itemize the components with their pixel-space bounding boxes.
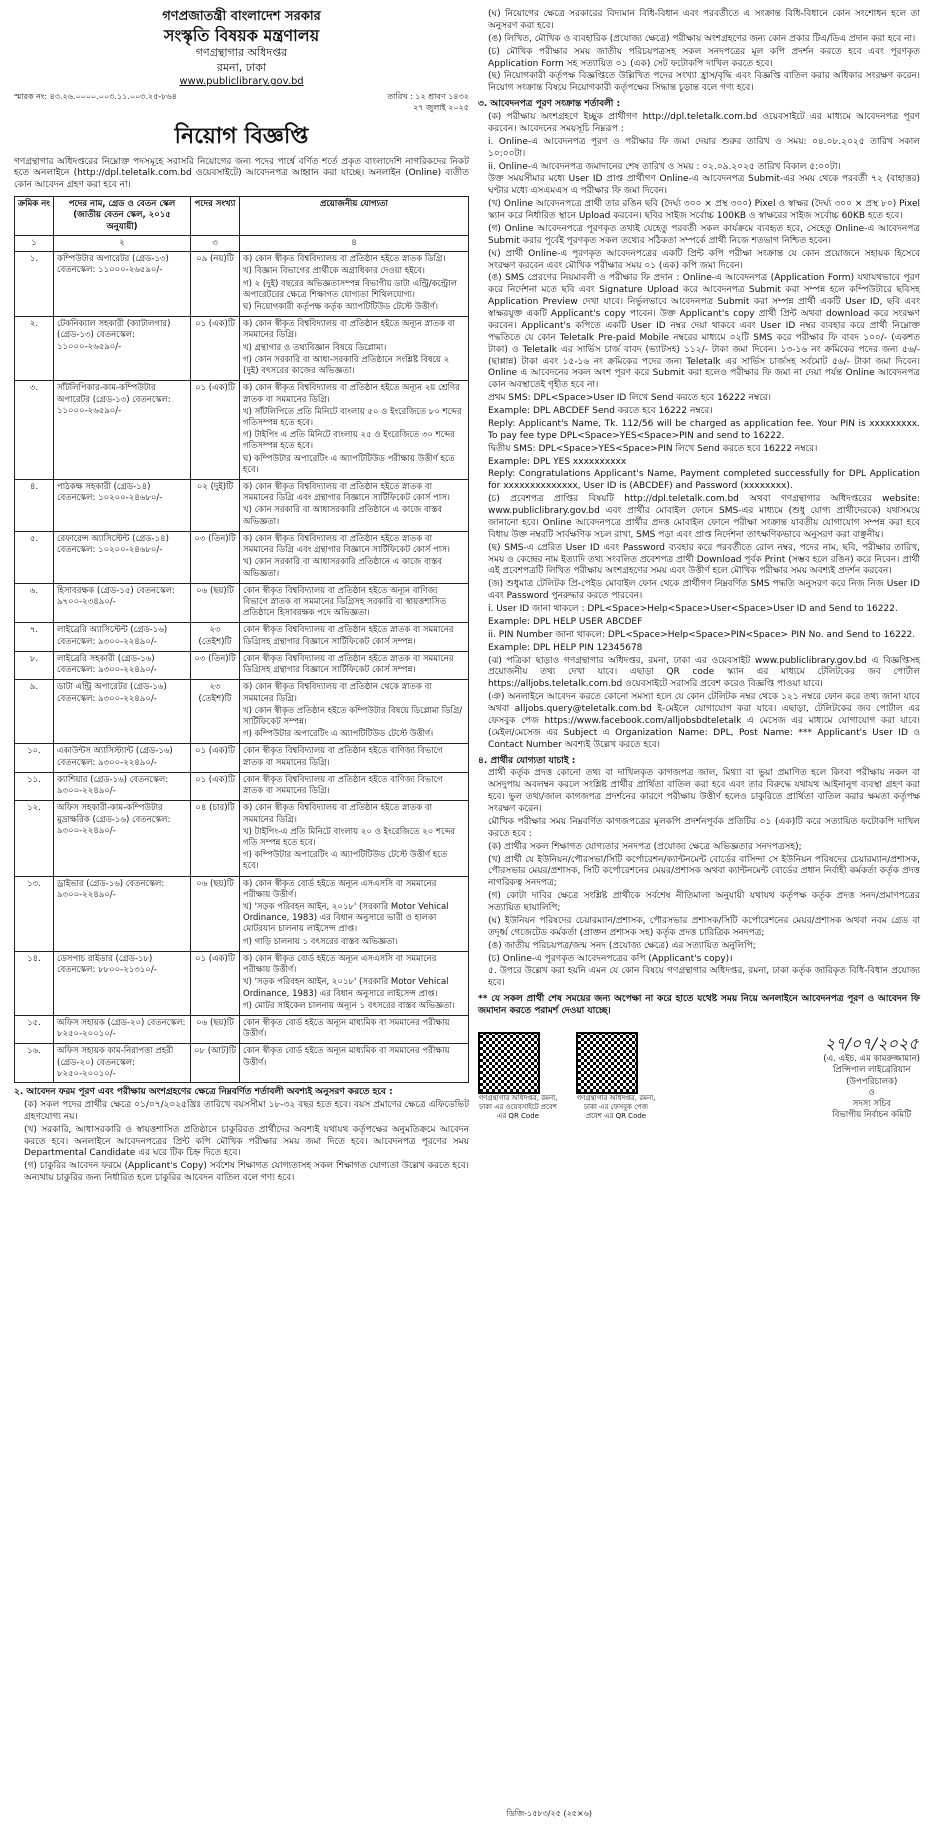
serial-cell: ৬.	[15, 583, 54, 623]
index-cell: ২	[54, 235, 191, 251]
gov-name: গণপ্রজাতন্ত্রী বাংলাদেশ সরকার	[162, 9, 321, 24]
post-cell: অফিস সহকারী-কাম-কম্পিউটার মুদ্রাক্ষরিক (গ্রেড-১৬) বেতনস্কেল: ৯৩০০-২২৪৯০/-	[54, 801, 191, 876]
qualification-line: খ) সাঁটলিপিতে প্রতি মিনিটে বাংলায় ৫০ ও ইংরেজিতে ৮০ শব্দের গতিসম্পন্ন হতে হবে।	[243, 406, 462, 428]
table-row	[15, 801, 469, 876]
count-cell: ০১ (এক)টি	[191, 381, 240, 480]
post-cell: হিসাবরক্ষক (গ্রেড-১৫) বেতনস্কেল: ৯৭০০-২৩৪৯০/-	[54, 583, 191, 623]
table-row	[15, 951, 469, 1015]
column-header: পদের নাম, গ্রেড ও বেতন স্কেল (জাতীয় বেতন স্কেল, ২০১৫ অনুযায়ী)	[54, 197, 191, 236]
application-rule-item: ii. PIN Number জানা থাকলে: DPL<Space>Help<Space>PIN<Space> PIN No. and Send to 16222.	[488, 629, 916, 640]
count-cell: ০৩ (তিন)টি	[191, 651, 240, 679]
application-rule-item: (ঝ) পত্রিকা ছাড়াও গণগ্রন্থাগার অধিদপ্তর, রমনা, ঢাকা এর ওয়েবসাইট www.publiclibrary.gov.bd এ বিজ্ঞপ্তিসহ প্রয়োজনীয় তথ্য দেখা যাবে। এছাড়া QR code স্ক্যান এর মাধ্যমে টেলিটকের জব পোর্টাল https://alljobs.teletalk.com.bd ওয়েবসাইটে সরাসরি প্রবেশ করেও বিজ্ঞপ্তি পাওয়া যাবে।	[488, 655, 920, 690]
rule-item: (ক) সকল পদের প্রার্থীর ক্ষেত্রে ০১/০৭/২০২৫খ্রিঃ তারিখে বয়সসীমা ১৮-৩২ বছর হতে হবে। বয়স প্রমাণের ক্ষেত্রে এফিডেভিট গ্রহণযোগ্য নয়।	[24, 1099, 469, 1122]
table-row	[15, 623, 469, 651]
rule-item: (ছ) নিয়োগকারী কর্তৃপক্ষ বিজ্ঞপ্তিতে উল্লিখিত পদের সংখ্যা হ্রাস/বৃদ্ধি এবং বিজ্ঞপ্তি বাতিল করার অধিকার সংরক্ষণ করেন। নিয়োগ সংক্রান্ত বিষয়ে নিয়োগকারী কর্তৃপক্ষের সিদ্ধান্ত চূড়ান্ত বলে গণ্য হবে।	[488, 71, 920, 94]
post-cell: কম্পিউটার অপারেটর (গ্রেড-১৩) বেতনস্কেল: ১১০০০-২৬৫৯০/-	[54, 252, 191, 317]
count-cell: ০২ (দুই)টি	[191, 480, 240, 532]
qualification-line: ঘ) কম্পিউটার অপারেটিং এ অ্যাপটিটিউড পরীক্ষায় উত্তীর্ণ হতে হবে।	[243, 453, 455, 475]
serial-cell: ৪.	[15, 480, 54, 532]
qualification-cell	[240, 876, 469, 951]
post-cell: ড্রাইভার (গ্রেড-১৬) বেতনস্কেল: ৯৩০০-২২৪৯০/-	[54, 876, 191, 951]
department-name: গণগ্রন্থাগার অধিদপ্তর	[195, 46, 288, 60]
post-cell: সাঁটলিপিকার-কাম-কম্পিউটার অপারেটর (গ্রেড-১৩) বেতনস্কেল: ১১০০০-২৬৫৯০/-	[54, 381, 191, 480]
advice-note: ** যে সকল প্রার্থী শেষ সময়ের জন্য অপেক্ষা না করে হাতে যথেষ্ট সময় নিয়ে অনলাইনে আবেদনপত্র পূরণ ও আবেদন ফি জমাদান করতে পরামর্শ দেওয়া যাচ্ছে।	[478, 994, 920, 1016]
ministry-name: সংস্কৃতি বিষয়ক মন্ত্রণালয়	[163, 26, 320, 46]
application-rule-item: i. User ID জানা থাকলে : DPL<Space>Help<Space>User<Space>User ID and Send to 16222.	[488, 604, 898, 614]
qualification-cell	[240, 531, 469, 583]
qualification-line: ক) কোন স্বীকৃত বিশ্ববিদ্যালয় বা প্রতিষ্ঠান হইতে স্নাতক ডিগ্রি।	[243, 254, 446, 265]
signatory-and: ও	[868, 1087, 875, 1098]
count-cell: ০৮ (আট)টি	[191, 1044, 240, 1083]
column-header: প্রয়োজনীয় যোগ্যতা	[240, 197, 469, 236]
section-2-heading: ২. আবেদন ফরম পূরণ এবং পরীক্ষায় অংশগ্রহণের ক্ষেত্রে নিম্নবর্ণিত শর্তাবলী অবশ্যই অনুসরণ করতে হবে :	[14, 1087, 393, 1098]
application-rule-item: উক্ত সময়সীমার মধ্যে User ID প্রাপ্ত প্রার্থীগণ Online-এ আবেদনপত্র Submit-এর সময় থেকে পরবর্তী ৭২ (বাহাত্তর) ঘণ্টার মধ্যে এসএমএস এ পরীক্ষার ফি জমা দিবেন।	[488, 174, 920, 197]
qualification-cell	[240, 801, 469, 876]
signatory-committee: বিভাগীয় নির্বাচন কমিটি	[832, 1110, 912, 1121]
count-cell: ০১ (এক)টি	[191, 772, 240, 800]
qualification-cell	[240, 680, 469, 744]
serial-cell: ১৫.	[15, 1016, 54, 1044]
signature-block	[823, 1033, 920, 1121]
table-row	[15, 480, 469, 532]
count-cell: ০৬ (ছয়)টি	[191, 1016, 240, 1044]
qualification-line: গ) টাইপিং এ প্রতি মিনিটে বাংলায় ২৫ ও ইংরেজিতে ৩০ শব্দের গতিসম্পন্ন হতে হবে।	[243, 430, 455, 452]
post-cell: অফিস সহায়ক কাম-নিরাপত্তা প্রহরী (গ্রেড-২০) বেতনস্কেল: ৮২৫০-২০০১০/-	[54, 1044, 191, 1083]
jobs-table	[14, 196, 469, 1083]
eligibility-rule-item: (চ) Online-এ পূরণকৃত আবেদনপত্রের কপি (Applicant's copy)।	[488, 953, 733, 964]
application-rule-item: প্রথম SMS: DPL<Space>User ID লিখে Send করতে হবে 16222 নম্বরে।	[488, 393, 772, 404]
table-row	[15, 583, 469, 623]
application-rule-item: Example: DPL ABCDEF Send করতে হবে 16222 নম্বরে।	[488, 406, 713, 416]
serial-cell: ১৬.	[15, 1044, 54, 1083]
eligibility-rule-item: প্রার্থী কর্তৃক প্রদত্ত কোনো তথ্য বা দাখিলকৃত কাগজপত্র জাল, মিথ্যা বা ভুয়া প্রমাণিত হলে কিংবা পরীক্ষায় নকল বা অসদুপায় অবলম্বন করলে সংশ্লিষ্ট প্রার্থীর প্রার্থিতা বাতিল করা হবে এবং তার বিরুদ্ধে যথাযথ আইনানুগ ব্যবস্থা গ্রহণ করা হবে। ভুল তথ্য/জাল কাগজপত্র প্রদর্শনের কারণে পরীক্ষায় উত্তীর্ণ হলেও চাকুরিতে প্রার্থিতা বাতিল করার ক্ষমতা কর্তৃপক্ষ সংরক্ষণ করেন।	[488, 768, 920, 814]
serial-cell: ১৩.	[15, 876, 54, 951]
memo-date	[387, 92, 469, 113]
qualification-cell	[240, 480, 469, 532]
section-3-heading: ৩. আবেদনপত্র পূরণ সংক্রান্ত শর্তাবলী :	[478, 99, 621, 110]
qualification-line: ক) কোন স্বীকৃত বিশ্ববিদ্যালয় বা প্রতিষ্ঠান হইতে স্নাতক বা সমমানের ডিগ্রি এবং গ্রন্থাগার বিজ্ঞানে সার্টিফিকেট কোর্স পাস।	[243, 533, 450, 556]
count-cell: ০৬ (ছয়)টি	[191, 583, 240, 623]
qualification-line: কোন স্বীকৃত বিশ্ববিদ্যালয় বা প্রতিষ্ঠান হইতে স্নাতক বা সমমানের ডিগ্রিসহ গ্রন্থাগার বিজ্ঞানে সার্টিফিকেট কোর্স সম্পন্ন।	[243, 653, 454, 676]
table-row	[15, 317, 469, 381]
memo-row	[14, 92, 469, 113]
table-row	[15, 531, 469, 583]
qualification-cell	[240, 651, 469, 679]
qualification-line: ঘ) নিয়োগকারী কর্তৃপক্ষ কর্তৃক অ্যাপটিটিউড টেস্টে উত্তীর্ণ।	[243, 301, 439, 312]
serial-cell: ৮.	[15, 651, 54, 679]
count-cell: ০৯ (নয়)টি	[191, 252, 240, 317]
qualification-cell	[240, 381, 469, 480]
qualification-line: খ) কোন সরকারি বা আধাসরকারি প্রতিষ্ঠানে এ কাজে বাস্তব অভিজ্ঞতা।	[243, 557, 442, 579]
post-cell: রেফারেন্স অ্যাসিস্টেন্ট (গ্রেড-১৪) বেতনস্কেল: ১০২০০-২৪৬৮০/-	[54, 531, 191, 583]
qualification-line: কোন স্বীকৃত বিশ্ববিদ্যালয় বা প্রতিষ্ঠান হইতে বাণিজ্য বিভাগে স্নাতক বা সমমানের ডিগ্রি।	[243, 774, 443, 797]
qr-label: গণগ্রন্থাগার অধিদপ্তর, রমনা, ঢাকা এর ওয়েবসাইটে প্রবেশ এর QR Code	[478, 1093, 558, 1121]
signatory-name: (এ. এইচ. এম কামরুজ্জামান)	[823, 1054, 920, 1065]
rule-item: (খ) সরকারি, আধাসরকারি ও স্বায়ত্তশাসিত প্রতিষ্ঠানে চাকুরিরত প্রার্থীদের অবশ্যই যথাযথ কর্তৃপক্ষের অনুমতিক্রমে আবেদন করতে হবে। অনলাইনে আবেদনপত্রের প্রিন্ট কপি মৌখিক পরীক্ষার সময় জমা দিতে হবে। আবেদনপত্র পূরণের সময় Departmental Candidate এর ঘরে টিক চিহ্ন দিতে হবে।	[24, 1124, 469, 1159]
qualification-line: খ) 'সড়ক পরিবহন আইন, ২০১৮' (সরকারি Motor Vehical Ordinance, 1983) এর বিধান অনুসারে লাইসেন্স প্রাপ্ত।	[243, 977, 449, 999]
qualification-line: ক) কোন স্বীকৃত বিশ্ববিদ্যালয় বা প্রতিষ্ঠান হইতে স্নাতক বা সমমানের ডিগ্রি।	[243, 803, 433, 825]
qualification-line: খ) কোন স্বীকৃত প্রতিষ্ঠান হইতে কম্পিউটার বিষয়ে ডিপ্লোমা ডিগ্রি/সার্টিফিকেট সম্পন্ন।	[243, 705, 463, 727]
qualification-cell	[240, 317, 469, 381]
page-title: নিয়োগ বিজ্ঞপ্তি	[174, 123, 309, 149]
qr-facebook[interactable]	[576, 1032, 656, 1122]
qr-code-icon[interactable]	[478, 1032, 540, 1094]
application-rule-item: Reply: Applicant's Name, Tk. 112/56 will be charged as application fee. Your PIN is xxxxxxxxx. To pay fee type DPL<Space>YES<Space>PIN and send to 16222.	[488, 418, 920, 441]
qualification-line: খ) বিজ্ঞান বিভাগের প্রার্থীকে অগ্রাধিকার দেওয়া হইবে।	[243, 266, 425, 277]
table-row	[15, 381, 469, 480]
application-rule-item: দ্বিতীয় SMS: DPL<Space>YES<Space>PIN লিখে Send করতে হবে 16222 নম্বরে।	[488, 443, 818, 454]
signature: ২৭/০৭/২০২৫	[824, 1034, 919, 1054]
left-rules	[14, 1087, 469, 1185]
table-row	[15, 744, 469, 772]
qualification-line: ক) কোন স্বীকৃত বোর্ড হইতে অন্যূন এসএসসি বা সমমানের পরীক্ষায় উত্তীর্ণ।	[243, 878, 437, 900]
eligibility-rule-item: (খ) প্রার্থী যে ইউনিয়ন/পৌরসভা/সিটি কর্পোরেশন/ক্যান্টনমেন্ট বোর্ডের বাসিন্দা সে ইউনিয়ন পরিষদের চেয়ারম্যান/প্রশাসক, পৌরসভার মেয়র/প্রশাসক, সিটি কর্পোরেশনের মেয়র/প্রশাসক অথবা ক্যান্টনমেন্ট বোর্ডের প্রধান নির্বাহী কর্মকর্তা কর্তৃক প্রদত্ত নাগরিকত্ব সনদপত্র;	[488, 854, 920, 889]
application-rule-item: (চ) প্রবেশপত্র প্রাপ্তির বিষয়টি http://dpl.teletalk.com.bd অথবা গণগ্রন্থাগার অধিদপ্তরের website: www.publiclibrary.gov.bd এবং প্রার্থীর মোবাইল ফোনে SMS-এর মাধ্যমে (শুধু যোগ্য প্রার্থীদেরকে) যথাসময়ে জানানো হবে। Online আবেদনপত্রে প্রার্থীর প্রদত্ত মোবাইল ফোনে পরীক্ষা সংক্রান্ত যাবতীয় যোগাযোগ সম্পন্ন করা হবে বিধায় উক্ত নম্বরটি সার্বক্ষণিক সচল রাখা, SMS পড়া এবং প্রাপ্ত নির্দেশনা তাৎক্ষণিকভাবে অনুসরণ করা বাঞ্ছনীয়।	[488, 494, 920, 540]
qualification-cell	[240, 1016, 469, 1044]
qualification-line: খ) 'সড়ক পরিবহন আইন, ২০১৮' (সরকারি Motor Vehical Ordinance, 1983) এর বিধান অনুসারে ভারী ও হালকা মোটরযান চালনায় লাইসেন্স প্রাপ্ত।	[243, 902, 449, 935]
rule-list-top	[478, 9, 920, 95]
date-bangla: ১২ শ্রাবণ ১৪৩২	[415, 92, 469, 102]
rule-item: (চ) মৌখিক পরীক্ষার সময় জাতীয় পরিচয়পত্রসহ সকল সনদপত্রের মূল কপি প্রদর্শন করতে হবে এবং পূরণকৃত Application Form সহ সত্যায়িত ০১ (এক) সেট ফটোকপি দাখিল করতে হবে।	[488, 46, 920, 69]
eligibility-rule-item: (ঙ) জাতীয় পরিচয়পত্র/জন্ম সনদ (প্রযোজ্য ক্ষেত্রে) এর সত্যায়িত অনুলিপি;	[488, 940, 756, 951]
qualification-cell	[240, 951, 469, 1015]
application-rule-item: (গ) Online আবেদনপত্রে পূরণকৃত তথ্যই যেহেতু পরবর্তী সকল কার্যক্রমে ব্যবহৃত হবে, সেহেতু Online-এ আবেদনপত্র Submit করার পূর্বেই পূরণকৃত সকল তথ্যের সঠিকতা সম্পর্কে প্রার্থী নিজে শতভাগ নিশ্চিত হবেন।	[488, 223, 920, 246]
serial-cell: ১২.	[15, 801, 54, 876]
signatory-rank: (উপপরিচালক)	[846, 1076, 898, 1087]
serial-cell: ৩.	[15, 381, 54, 480]
table-row	[15, 876, 469, 951]
qualification-line: গ) কম্পিউটার অপারেটিং এ অ্যাপটিটিউড টেস্টে উত্তীর্ণ।	[243, 729, 434, 740]
jobs-table-body	[15, 252, 469, 1083]
qualification-line: ক) কোন স্বীকৃত বিশ্ববিদ্যালয় বা প্রতিষ্ঠান হইতে অন্যূন ২য় শ্রেণির স্নাতক বা সমমানের ডিগ্রি।	[243, 383, 460, 405]
application-rule-item: (ছ) SMS-এ প্রেরিত User ID এবং Password ব্যবহার করে পরবর্তীতে রোল নম্বর, পদের নাম, ছবি, পরীক্ষার তারিখ, সময় ও কেন্দ্রের নাম ইত্যাদি তথ্য সংবলিত প্রবেশপত্র প্রার্থী Download পূর্বক Print (সম্ভব হলে রঙিন) করে নিবেন। প্রার্থী এই প্রবেশপত্রটি লিখিত পরীক্ষায় অংশগ্রহণের সময় এবং উত্তীর্ণ হলে মৌখিক পরীক্ষার সময় অবশ্যই প্রদর্শন করবেন।	[488, 542, 920, 577]
qualification-line: কোন স্বীকৃত বিশ্ববিদ্যালয় বা প্রতিষ্ঠান হইতে স্নাতক বা সমমানের ডিগ্রিসহ গ্রন্থাগার বিজ্ঞানে সার্টিফিকেট কোর্স সম্পন্ন।	[243, 625, 454, 647]
application-rule-item: Example: DPL YES xxxxxxxxxx	[488, 456, 627, 467]
post-cell: লাইব্রেরি সহকারী (গ্রেড-১৬) বেতনস্কেল: ৯৩০০-২২৪৯০/-	[54, 651, 191, 679]
table-row	[15, 772, 469, 800]
count-cell: ২৩ (তেইশ)টি	[191, 680, 240, 744]
intro-paragraph: গণগ্রন্থাগার অধিদপ্তরের নিম্নোক্ত পদসমূহে সরাসরি নিয়োগের জন্য পদের পার্শ্বে বর্ণিত শর্তে প্রকৃত বাংলাদেশি নাগরিকদের নিকট হতে অনলাইনে (http://dpl.teletalk.com.bd ওয়েবসাইটে) আবেদনপত্র আহ্বান করা যাচ্ছে। অনলাইন (Online) ব্যতীত কোন আবেদন গ্রহণ করা হবে না।	[14, 156, 469, 191]
website-link[interactable]: www.publiclibrary.gov.bd	[179, 76, 304, 88]
qr-code-icon[interactable]	[576, 1032, 638, 1094]
eligibility-rule-item: (ক) প্রার্থীর সকল শিক্ষাগত যোগ্যতার সনদপত্র (প্রযোজ্য ক্ষেত্রে অভিজ্ঞতার সনদপত্রসহ);	[488, 841, 802, 852]
qualification-cell	[240, 623, 469, 651]
serial-cell: ১০.	[15, 744, 54, 772]
qualification-line: গ) মোটর সাইকেল চালনায় অন্যূন ১ বৎসরের বাস্তব অভিজ্ঞতা।	[243, 1000, 455, 1011]
application-rule-item: (ঞ) অনলাইনে আবেদন করতে কোনো সমস্যা হলে যে কোন টেলিটক নম্বর থেকে ১২১ নম্বরে ফোন করে তথ্য জানা যাবে অথবা alljobs.query@teletalk.com.bd ই-মেইলে যোগাযোগ করা যাবে। এছাড়া, টেলিটকের জব পোর্টাল এর ফেসবুক পেজ https://www.facebook.com/alljobsbdteletalk এ মেসেজ এর মাধ্যমে যোগাযোগ করা যাবে। (মেইল/মেসেজ এর Subject এ Organization Name: DPL, Post Name: *** Applicant's User ID ও Contact Number অবশ্যই উল্লেখ করতে হবে।	[488, 692, 920, 750]
table-row	[15, 680, 469, 744]
qualification-line: গ) কোন সরকারি বা আধা-সরকারি প্রতিষ্ঠানে সংশ্লিষ্ট বিষয়ে ২ (দুই) বৎসরের কাজের অভিজ্ঞতা।	[243, 354, 450, 377]
column-header: ক্রমিক নং	[15, 197, 54, 236]
qualification-cell	[240, 583, 469, 623]
count-cell: ০১ (এক)টি	[191, 744, 240, 772]
address: রমনা, ঢাকা	[216, 60, 267, 74]
qualification-line: গ) গাড়ি চালনায় ১ বৎসরের বাস্তব অভিজ্ঞতা।	[243, 936, 398, 947]
qualification-line: খ) গ্রন্থাগার ও তথ্যবিজ্ঞান বিষয়ে ডিপ্লোমা।	[243, 342, 387, 353]
application-rule-item: ii. Online-এ আবেদনপত্র জমাদানের শেষ তারিখ ও সময় : ০২.০৯.২০২৫ তারিখ বিকাল ৫:০০টা।	[488, 161, 841, 172]
table-row	[15, 252, 469, 317]
qr-label: গণগ্রন্থাগার অধিদপ্তর, রমনা, ঢাকা এর ফেসবুক পেজ প্রবেশ এর QR Code	[576, 1093, 656, 1121]
qualification-line: ক) কোন স্বীকৃত বিশ্ববিদ্যালয় বা প্রতিষ্ঠান হইতে স্নাতক বা সমমানের ডিগ্রি এবং গ্রন্থাগার বিজ্ঞানে সার্টিফিকেট কোর্স পাস।	[243, 482, 450, 504]
qr-website[interactable]	[478, 1032, 558, 1122]
application-rule-item: (খ) Online আবেদনপত্রে প্রার্থী তার রঙিন ছবি (দৈর্ঘ্য ৩০০ × প্রস্থ ৩০০) Pixel ও স্বাক্ষর (দৈর্ঘ্য ৩০০ × প্রস্থ ৮০) Pixel স্ক্যান করে নির্ধারিত স্থানে Upload করবেন। ছবির সাইজ সর্বোচ্চ 100KB ও স্বাক্ষরের সাইজ সর্বোচ্চ 60KB হতে হবে।	[488, 199, 920, 221]
rule-list-section-4	[478, 768, 920, 990]
qualification-line: ক) কোন স্বীকৃত বিশ্ববিদ্যালয় বা প্রতিষ্ঠান থেকে স্নাতক বা সমমানের ডিগ্রি।	[243, 682, 432, 704]
post-cell: ডেসপাচ রাইডার (গ্রেড-১৮) বেতনস্কেল: ৮৮০০-২১৩১০/-	[54, 951, 191, 1015]
eligibility-rule-item: ৫. উপরে উল্লেখ করা হয়নি এমন যে কোন বিষয়ে গণগ্রন্থাগার অধিদপ্তর, রমনা, ঢাকা কর্তৃক জারিকৃত বিধি-বিধান প্রযোজ্য হবে।	[488, 966, 920, 989]
count-cell: ২৩ (তেইশ)টি	[191, 623, 240, 651]
application-rule-item: Example: DPL HELP PIN 12345678	[488, 642, 643, 653]
qualification-line: কোন স্বীকৃত বোর্ড হইতে অন্যূন মাধ্যমিক বা সমমানের পরীক্ষায় উত্তীর্ণ।	[243, 1018, 450, 1040]
table-row	[15, 1016, 469, 1044]
qualification-line: কোন স্বীকৃত বোর্ড হইতে অন্যূন মাধ্যমিক বা সমমানের পরীক্ষায় উত্তীর্ণ।	[243, 1046, 450, 1068]
application-rule-item: i. Online-এ আবেদনপত্র পূরণ ও পরীক্ষার ফি জমা দেয়ার শুরুর তারিখ ও সময়: ০৪.০৮.২০২৫ তারিখ সকাল ১০:০০টা।	[488, 136, 920, 159]
footer-code: ডিজি-১৫৮৩/২৫ (২৫×৬)	[506, 1809, 592, 1819]
qualification-line: গ) কম্পিউটার অপারেটিং এ অ্যাপটিটিউড টেস্টে উত্তীর্ণ হতে হবে।	[243, 850, 448, 872]
signatory-role: সদস্য সচিব	[852, 1099, 891, 1110]
right-column	[478, 8, 920, 1122]
index-cell: ১	[15, 235, 54, 251]
serial-cell: ১.	[15, 252, 54, 317]
qr-signature-row	[478, 1032, 920, 1122]
table-header-row	[15, 197, 469, 236]
application-rule-item: (ঘ) প্রার্থী Online-এ পূরণকৃত আবেদনপত্রের একটি প্রিন্ট কপি পরীক্ষা সংক্রান্ত যে কোন প্রয়োজনে সহায়ক হিসেবে সংরক্ষণ করবেন এবং মৌখিক পরীক্ষার সময় ০১ (এক) কপি জমা দিবেন।	[488, 248, 920, 271]
date-label: তারিখ :	[387, 92, 413, 102]
rule-list-section-3	[478, 112, 920, 752]
qualification-cell	[240, 744, 469, 772]
letterhead	[14, 8, 469, 88]
table-row	[15, 1044, 469, 1083]
count-cell: ০৪ (চার)টি	[191, 801, 240, 876]
post-cell: ক্যাশিয়ার (গ্রেড-১৬) বেতনস্কেল: ৯৩০০-২২৪৯০/-	[54, 772, 191, 800]
eligibility-rule-item: (গ) কোটা দাবির ক্ষেত্রে সংশ্লিষ্ট প্রার্থীকে সর্বশেষ নীতিমালা অনুযায়ী যথাযথ কর্তৃপক্ষ কর্তৃক প্রদত্ত সনদ/প্রমাণপত্রের সত্যায়িত ছায়ালিপি;	[488, 891, 920, 913]
qualification-line: খ) টাইপিং-এ প্রতি মিনিটে বাংলায় ২০ ও ইংরেজিতে ২০ শব্দের গতি সম্পন্ন হতে হবে।	[243, 826, 456, 848]
qualification-line: খ) কোন সরকারি বা আধাসরকারি প্রতিষ্ঠানে এ কাজে বাস্তব অভিজ্ঞতা।	[243, 505, 442, 527]
date-english: ২৭ জুলাই ২০২৫	[413, 103, 469, 113]
post-cell: টেকনিক্যাল সহকারী (ক্যাটালগার) (গ্রেড-১৩) বেতনস্কেল: ১১০০০-২৬৫৯০/-	[54, 317, 191, 381]
table-index-row	[15, 235, 469, 251]
table-row	[15, 651, 469, 679]
post-cell: পাঠকক্ষ সহকারী (গ্রেড-১৪) বেতনস্কেল: ১০২০০-২৪৬৮০/-	[54, 480, 191, 532]
qualification-line: কোন স্বীকৃত বিশ্ববিদ্যালয় বা প্রতিষ্ঠান হইতে বাণিজ্য বিভাগে স্নাতক বা সমমানের ডিগ্রি।	[243, 746, 443, 768]
count-cell: ০৩ (তিন)টি	[191, 531, 240, 583]
signatory-designation: প্রিন্সিপাল লাইব্রেরিয়ান	[832, 1065, 911, 1076]
qualification-cell	[240, 252, 469, 317]
serial-cell: ২.	[15, 317, 54, 381]
application-rule-item: Reply: Congratulations Applicant's Name, Payment completed successfully for DPL Application for xxxxxxxxxxxxxx, User ID is (ABCDEF) and Password (xxxxxxxx).	[488, 469, 920, 492]
post-cell: একাউন্টস অ্যাসিস্ট্যান্ট (গ্রেড-১৬) বেতনস্কেল: ৯৩০০-২২৪৯০/-	[54, 744, 191, 772]
post-cell: ডাটা এন্ট্রি অপারেটর (গ্রেড-১৬) বেতনস্কেল: ৯৩০০-২২৪৯০/-	[54, 680, 191, 744]
serial-cell: ১১.	[15, 772, 54, 800]
post-cell: লাইব্রেরি অ্যাসিস্টেন্ট (গ্রেড-১৬) বেতনস্কেল: ৯৩০০-২২৪৯০/-	[54, 623, 191, 651]
serial-cell: ৯.	[15, 680, 54, 744]
rule-item: (গ) চাকুরির আবেদন ফরমে (Applicant's Copy) সর্বশেষ শিক্ষাগত যোগ্যতাসহ সকল শিক্ষাগত যোগ্যতা উল্লেখ করতে হবে। অন্যথায় চাকুরির জন্য নির্ধারিত হলে চাকুরির আবেদন বাতিল বলে গণ্য হবে।	[24, 1161, 469, 1184]
rule-item: (ঙ) লিখিত, মৌখিক ও ব্যবহারিক (প্রযোজ্য ক্ষেত্রে) পরীক্ষায় অংশগ্রহণের জন্য কোন প্রকার টিএ/ডিএ প্রদান করা হবে না।	[488, 33, 916, 44]
application-rule-item: (ক) পরীক্ষায় অংশগ্রহণে ইচ্ছুক প্রার্থীগণ http://dpl.teletalk.com.bd ওয়েবসাইটে এর মাধ্যমে আবেদনপত্র পূরণ করবেন। আবেদনের সময়সূচি নিম্নরূপ :	[488, 112, 920, 134]
count-cell: ০৬ (ছয়)টি	[191, 876, 240, 951]
qualification-line: কোন স্বীকৃত বিশ্ববিদ্যালয় বা প্রতিষ্ঠান হইতে অন্যূন বাণিজ্য বিভাগে স্নাতক বা সমমানের ডিগ্রিসহ সরকারি বা স্বায়ত্তশাসিত প্রতিষ্ঠানে হিসাবরক্ষক পদে অভিজ্ঞতা।	[243, 585, 447, 619]
left-column	[14, 8, 469, 1186]
qualification-cell	[240, 772, 469, 800]
qualification-line: গ) ২ (দুই) বছরের অভিজ্ঞতাসম্পন্ন বিভাগীয় ডাটা এন্ট্রি/কন্ট্রোল অপারেটরের ক্ষেত্রে শিক্ষাগত যোগ্যতা শিথিলযোগ্য।	[243, 278, 457, 300]
serial-cell: ৫.	[15, 531, 54, 583]
serial-cell: ১৪.	[15, 951, 54, 1015]
application-rule-item: (ঙ) SMS প্রেরণের নিয়মাবলী ও পরীক্ষার ফি প্রদান : Online-এ আবেদনপত্র (Application Form) যথাযথভাবে পূরণ করে নির্দেশনা মতে ছবি এবং Signature Upload করে আবেদনপত্র Submit করা সম্পন্ন হলে কম্পিউটারে ছবিসহ Application Preview দেখা যাবে। নির্ভুলভাবে আবেদনপত্র Submit করা সম্পন্ন প্রার্থী একটি User ID, ছবি এবং স্বাক্ষরযুক্ত একটি Applicant's copy পাবেন। উক্ত Applicant's copy প্রার্থী প্রিন্ট অথবা download করে সংরক্ষণ করবেন। Applicant's কপিতে একটি User ID নম্বর দেয়া থাকবে এবং User ID নম্বর ব্যবহার করে প্রার্থী নিম্নোক্ত পদ্ধতিতে যে কোন Teletalk Pre-paid Mobile নম্বরের মাধ্যমে ০২টি SMS করে পরীক্ষার ফি বাবদ ১০০/- (একশত টাকা) ও Teletalk এর সার্ভিস চার্জ বাবদ (ভ্যাটসহ) ১১২/- টাকা জমা দিবেন। ১৩-১৬ নং ক্রমিকের পদের জন্য ৫৬/- (ছাপ্পান্ন) টাকা এবং ১৫-১৬ নং ক্রমিকের পদের জন্য Teletalk এর সার্ভিস চার্জসহ সর্বমোট ৫৬/- টাকা জমা দিবেন। Online এ আবেদনের সকল অংশ পূরণ করে Submit করা হলেও পরীক্ষার ফি জমা না দেয়া পর্যন্ত Online আবেদনপত্র কোন অবস্থাতেই গৃহীত হবে না।	[488, 273, 920, 391]
serial-cell: ৭.	[15, 623, 54, 651]
application-rule-item: (জ) শুধুমাত্র টেলিটক প্রি-পেইড মোবাইল ফোন থেকে প্রার্থীগণ নিম্নবর্ণিত SMS পদ্ধতি অনুসরণ করে নিজ নিজ User ID এবং Password পুনরুদ্ধার করতে পারবেন।	[488, 579, 920, 602]
index-cell: ৪	[240, 235, 469, 251]
qualification-line: ক) কোন স্বীকৃত বোর্ড হইতে অন্যূন এসএসসি বা সমমানের পরীক্ষায় উত্তীর্ণ।	[243, 953, 437, 976]
post-cell: অফিস সহায়ক (গ্রেড-২০) বেতনস্কেল: ৮২৫০-২০০১০/-	[54, 1016, 191, 1044]
eligibility-rule-item: (ঘ) ইউনিয়ন পরিষদের চেয়ারম্যান/প্রশাসক, পৌরসভার প্রশাসক/সিটি কর্পোরেশনের মেয়র/প্রশাসক অথবা নবম গ্রেড বা তদূর্ধ্ব গেজেটেড কর্মকর্তা (প্রাক্তন প্রশাসক সহ) কর্তৃক প্রদত্ত চারিত্রিক সনদপত্র;	[488, 915, 920, 938]
index-cell: ৩	[191, 235, 240, 251]
section-4-heading: ৪. প্রার্থীর যোগ্যতা যাচাই :	[478, 755, 576, 766]
column-header: পদের সংখ্যা	[191, 197, 240, 236]
count-cell: ০১ (এক)টি	[191, 951, 240, 1015]
qualification-cell	[240, 1044, 469, 1083]
memo-number: স্মারক নং: ৪৩.২৬.০০০০.০০৩.১১.০০৩.২৫-৮৬৪	[14, 92, 177, 102]
eligibility-rule-item: মৌখিক পরীক্ষার সময় নিম্নবর্ণিত কাগজপত্রের মূলকপি প্রদর্শনপূর্বক প্রতিটির ০১ (এক)টি করে সত্যায়িত ফটোকপি দাখিল করতে হবে :	[488, 816, 920, 839]
qualification-line: ক) কোন স্বীকৃত বিশ্ববিদ্যালয় বা প্রতিষ্ঠান হইতে অন্যূন স্নাতক বা সমমানের ডিগ্রি।	[243, 319, 455, 341]
count-cell: ০১ (এক)টি	[191, 317, 240, 381]
application-rule-item: Example: DPL HELP USER ABCDEF	[488, 616, 643, 627]
rule-item: (ঘ) নিয়োগের ক্ষেত্রে সরকারের বিদ্যমান বিধি-বিধান এবং পরবর্তীতে এ সংক্রান্ত বিধি-বিধানে কোন সংশোধন হলে তা অনুসরণ করা হবে।	[488, 9, 920, 31]
